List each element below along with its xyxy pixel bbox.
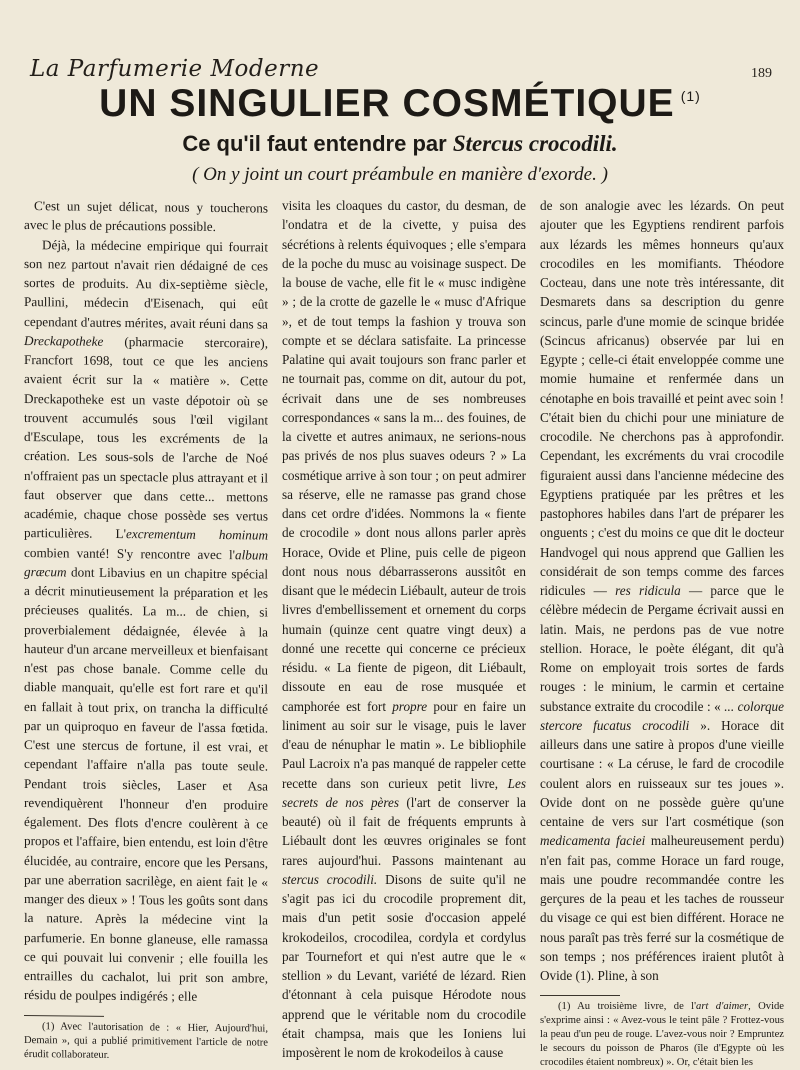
- text-run: Disons de suite qu'il ne s'agit pas ici du crocodile proprement dit, mais d'un petit sosie d'occasion appelé krokodeilos, crocodilea, cordyla et cordylus par Tournefort et qui n'est autre que le « stellion » du Levant, variété de lézard. Rien d'étonnant à cela puisque Hérodote nous apprend que le véritable nom du crocodile était champsa, mais que les Ioniens lui imposèrent le nom de krokodeilos à cause: [282, 871, 526, 1060]
- paragraph: C'est un sujet délicat, nous y toucherons avec le plus de précautions possible.: [24, 198, 268, 235]
- title-footnote-marker: (1): [680, 88, 701, 104]
- paragraph: [24, 235, 268, 1008]
- text-run-italic: Dreckapotheke: [24, 332, 104, 349]
- text-run: (l'art de conserver la beauté) où il fait de fréquents emprunts à Liébault dont les œuvres originales se font rares aujourd'hui. Passons maintenant au: [282, 794, 526, 868]
- text-run: malheureusement perdu) n'en fait pas, comme Horace un fard rouge, mais une poudre recommandée contre les gerçures de la peau et les taches de rousseur du visage ce qui est bien différent. Horace ne nous paraît pas très ferré sur la cosmétique de son temps ; nos préférences iraient plutôt à Ovide (1). Pline, à son: [540, 833, 784, 983]
- footnote-divider: [24, 1015, 104, 1017]
- text-run-italic: album græcum: [24, 546, 268, 580]
- footnote: (1) Avec l'autorisation de : « Hier, Aujourd'hui, Demain », qui a publié primitivement l'article de notre érudit collaborateur.: [24, 1020, 268, 1061]
- text-run: Déjà, la médecine empirique qui fourrait son nez partout n'avait rien dédaigné de ces sortes de produits. Au dix-septième siècle, Paullini, médecin d'Eisenach, qui eût cependant d'autres mérites, avait réuni dans sa: [24, 236, 268, 332]
- column-2: [282, 196, 526, 1060]
- text-run-italic: stercus crocodili.: [282, 871, 378, 887]
- preamble-note: ( On y joint un court préambule en manière d'exorde. ): [192, 164, 608, 185]
- paragraph: [540, 196, 784, 985]
- subtitle-prefix: Ce qu'il faut entendre par: [182, 131, 447, 156]
- text-run: dont Libavius en un chapitre spécial a décrit minutieusement la préparation et les précieuses qualités. La m... de chien, si proverbialement dédaignée, élevée à la hauteur d'un arcane merveilleux et bienfaisant n'est pas chose banale. Comme celle du diable manquait, qu'elle est fort rare et qu'il en fallait à tout prix, on trancha la difficulté par un quiproquo en faveur de l'assa fœtida. C'est une stercus de fortune, il est vrai, et cependant l'affaire n'alla pas toute seule. Pendant trois siècles, Laser et Asa revendiquèrent l'honneur d'en produire également. Des flots d'encre coulèrent à ce propos et l'affaire, bien entendu, est loin d'être élucidée, au contraire, encore que les Persans, par une aberration sacrilège, en aient fait le « manger des dieux » ! Tous les goûts sont dans la nature. Après la médecine vint la parfumerie. En bonne glaneuse, elle ramassa ce qui pouvait lui convenir ; elle fouilla les entrailles du cachalot, lui prit son ambre, résidu de poulpes indigérés ; elle: [24, 564, 268, 1005]
- text-run: pour en faire un liniment au soir sur le visage, puis le laver d'eau de nénuphar le matin ». Le bibliophile Paul Lacroix n'a pas manqué de rappeler cette recette dans son curieux petit livre,: [282, 698, 526, 791]
- column-3: [540, 196, 785, 1069]
- text-run-italic: excrementum hominum: [126, 526, 268, 543]
- text-run: combien vanté! S'y rencontre avec l': [24, 544, 236, 562]
- text-run: (1) Au troisième livre, de l': [558, 1001, 697, 1013]
- text-run: — parce que le célèbre médecin de Pergame écrivait aussi en latin. Mais, ne perdons pas de vue notre stellion. Horace, le poète élégant, dit qu'à Rome on employait trois sortes de fards rouges : le minium, le carmin et certaine substance extraite du crocodile : «: [540, 583, 784, 714]
- journal-title: La Parfumerie Moderne: [30, 56, 320, 82]
- text-run-italic: art d'aimer: [696, 1001, 749, 1013]
- text-run-italic: Les secrets de nos pères: [282, 775, 526, 810]
- article-subtitle: [0, 131, 800, 157]
- text-run: ». Horace dit ailleurs dans une satire à propos d'une vieille courtisane : « La céruse, le fard de crocodile coulent alors en ruisseaux sur tes joues ». Ovide dont on ne possède guère qu'une centaine de vers sur l'art cosmétique (son: [540, 717, 784, 829]
- text-run-italic: medicamenta faciei: [540, 833, 646, 849]
- column-1: [24, 196, 268, 1061]
- article-title-text: UN SINGULIER COSMÉTIQUE: [99, 82, 675, 125]
- footnote: [540, 1000, 784, 1070]
- text-run: , Ovide s'exprime ainsi : « Avez-vous le teint pâle ? Frottez-vous la peau d'un peu de rouge. L'avez-vous noir ? Empruntez le secours du poisson de Pharos (île d'Egypte où les crocodiles étaient nombreux) ». Or, c'était bien les: [540, 1001, 785, 1069]
- text-run-italic: res ridicula: [615, 583, 681, 598]
- text-run: de son analogie avec les lézards. On peut ajouter que les Egyptiens rendirent parfois aux lézards les mêmes honneurs qu'aux crocodiles en les momifiants. Théodore Cocteau, dans une note très intéressante, dit Desmarets dans sa description du genre scincus, parle d'une momie de scinque bridée (Scincus africanus) observée par lui en Egypte ; celle-ci était enveloppée comme une momie humaine et renfermée dans un cénotaphe en bois travaillé et peint avec soin ! C'était bien du chichi pour une miniature de crocodile. Ne cherchons pas à approfondir. Cependant, les excréments du vrai crocodile figuraient aussi dans l'ancienne médecine des Egyptiens pratiquée par les prêtres et les pastophores habiles dans l'art de préparer les onguents ; c'est du moins ce que dit le docteur Handvogel qui nous apprend que Gallien les considérait de son temps comme des farces ridicules —: [540, 198, 784, 598]
- article-body: [24, 196, 785, 1069]
- paragraph: [282, 196, 526, 1062]
- text-run: (pharmacie stercoraire), Francfort 1698, tout ce que les anciens avaient écrit sur la « matière ». Cette Dreckapotheke est un vaste dépotoir où se trouvent accumulés sous l'œil vigilant d'Esculape, tous les excréments de la création. Les sous-sols de l'arche de Noé n'offraient pas un spectacle plus attrayant et il faut observer que dans cette... mettons académie, chaque chose possède ses vertus particulières. L': [24, 333, 268, 542]
- article-title: [0, 82, 800, 126]
- footnote-divider: [540, 995, 620, 996]
- text-run: visita les cloaques du castor, du desman, de l'ondatra et de la civette, y puisa des sécrétions à relents équivoques ; elle s'empara de la poche du musc au voisinage suspect. De la bouse de vache, elle fit le « musc indigène » ; de la crotte de gazelle le « musc d'Afrique », et de tout temps la fashion y trouva son compte et se déclara satisfaite. La princesse Palatine qui avait toujours son franc parler et ne tournait pas, comme on dit, autour du pot, écrivait dans une de ses nombreuses correspondances « sans la m... des fouines, de la civette et autres animaux, ne serions-nous pas privés de nos plus suaves odeurs ? » La cosmétique arrive à son tour ; on peut admirer sa réserve, elle ne ramasse pas grand chose dans cet ordre d'idées. Nommons la « fiente de crocodile » dont nous allons parler après Horace, Ovide et Pline, puis celle de pigeon dont nous nous débarrasserons aussitôt en disant que le médecin Liébault, auteur de trois livres d'embellissement et ornement du corps humain (quinze cent quatre vingt deux) a donné une recette qui concerne ce précieux résidu. « La fiente de pigeon, dit Liébault, dissoute en eau de rose musquée et camphorée est fort: [282, 198, 526, 714]
- running-header: [30, 56, 772, 82]
- page-number: 189: [751, 66, 772, 81]
- text-run-italic: propre: [392, 698, 428, 714]
- subtitle-latin: Stercus crocodili.: [452, 131, 618, 156]
- text-run-italic: ... colorque stercore fucatus crocodili: [540, 698, 784, 733]
